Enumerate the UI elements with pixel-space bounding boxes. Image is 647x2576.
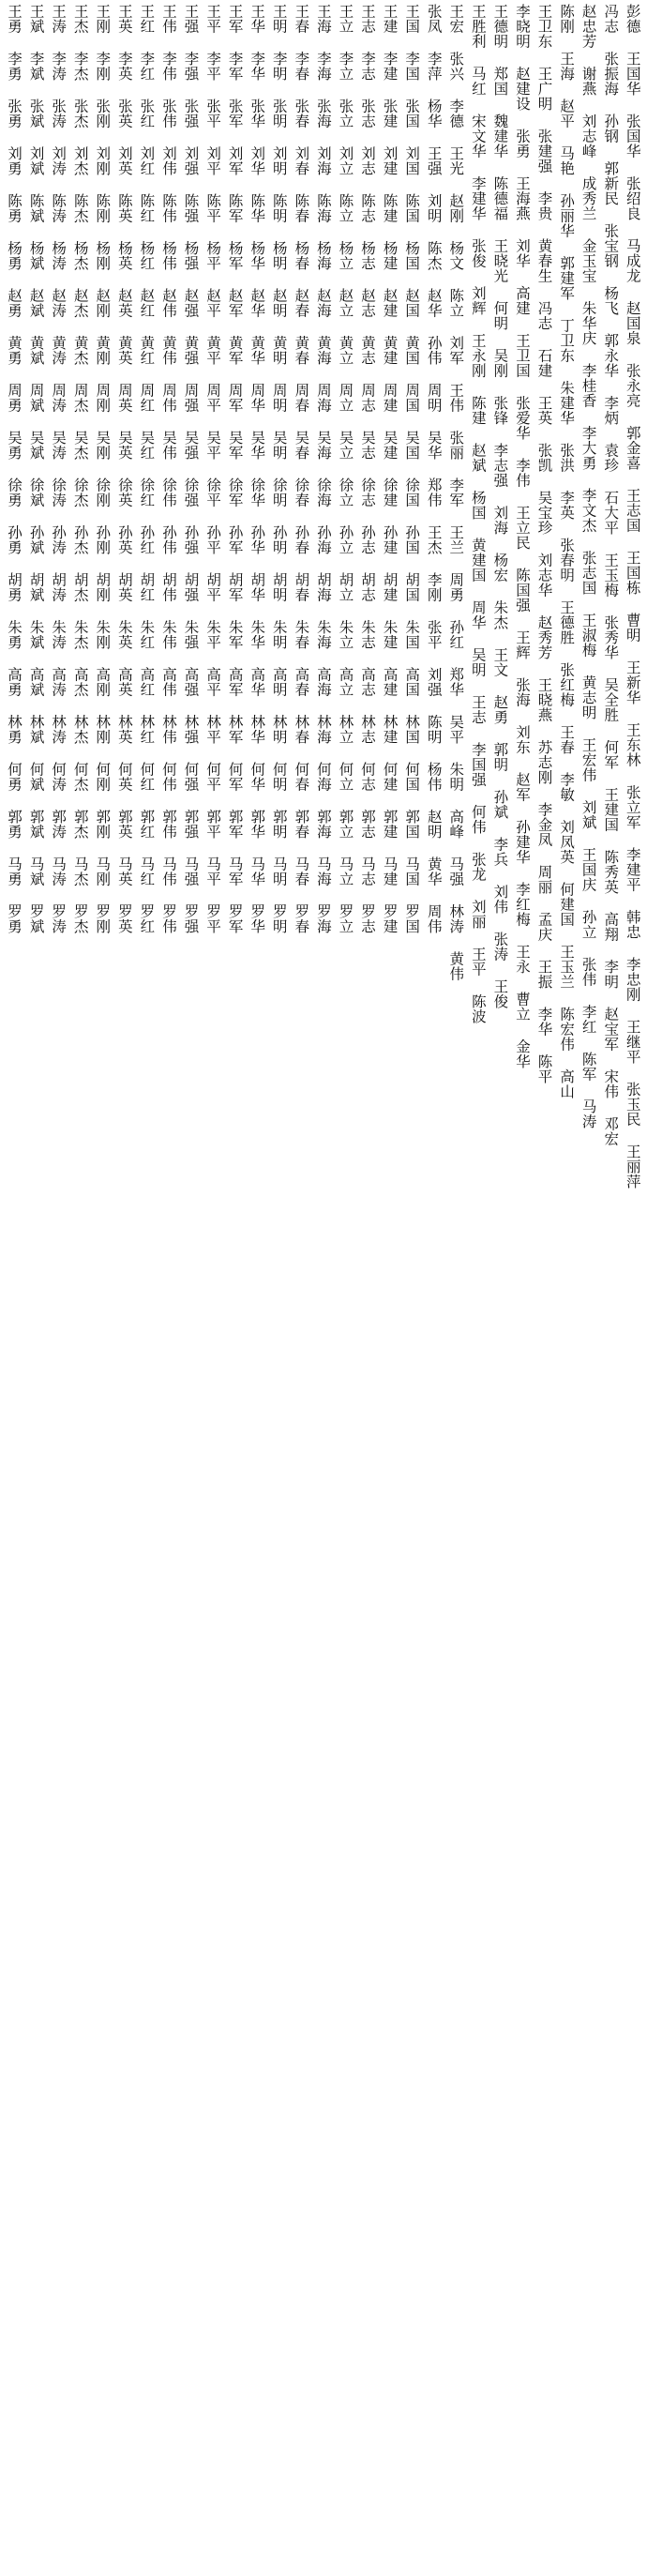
name-column: 王国 李国 张国 刘国 陈国 杨国 赵国 黄国 周国 吴国 徐国 孙国 胡国 朱国 高国 林国 何国 郭国 马国 罗国 [403, 4, 421, 934]
name-column: 王涛 李涛 张涛 刘涛 陈涛 杨涛 赵涛 黄涛 周涛 吴涛 徐涛 孙涛 胡涛 朱涛 高涛 林涛 何涛 郭涛 马涛 罗涛 [50, 4, 68, 934]
name-column: 王刚 李刚 张刚 刘刚 陈刚 杨刚 赵刚 黄刚 周刚 吴刚 徐刚 孙刚 胡刚 朱刚 高刚 林刚 何刚 郭刚 马刚 罗刚 [94, 4, 112, 934]
name-column: 王胜利 马红 宋文华 李建华 张俊 刘辉 王永刚 陈建 赵斌 杨国 黄建国 周华 吴明 王志 李国强 何伟 张龙 刘丽 王平 陈波 [469, 4, 487, 1024]
name-column: 陈刚 王海 赵平 马艳 孙丽华 郭建军 丁卫东 朱建华 张洪 李英 张春明 王德胜 张红梅 王春 李敏 刘凤英 何建国 王玉兰 陈宏伟 高山 [558, 4, 576, 1099]
name-column: 王强 李强 张强 刘强 陈强 杨强 赵强 黄强 周强 吴强 徐强 孙强 胡强 朱强 高强 林强 何强 郭强 马强 罗强 [182, 4, 200, 934]
name-column: 张凤 李萍 杨华 王强 刘明 陈杰 赵华 孙伟 周明 吴华 郑伟 王杰 李刚 张平 刘强 陈明 杨伟 赵明 黄华 周伟 [425, 4, 443, 934]
name-column: 王杰 李杰 张杰 刘杰 陈杰 杨杰 赵杰 黄杰 周杰 吴杰 徐杰 孙杰 胡杰 朱杰 高杰 林杰 何杰 郭杰 马杰 罗杰 [71, 4, 89, 934]
name-column: 王勇 李勇 张勇 刘勇 陈勇 杨勇 赵勇 黄勇 周勇 吴勇 徐勇 孙勇 胡勇 朱勇 高勇 林勇 何勇 郭勇 马勇 罗勇 [6, 4, 23, 934]
name-column: 王宏 张兴 李德 王光 赵刚 杨文 陈立 刘军 王伟 张丽 李军 王兰 周勇 孙红 郑华 吴平 朱明 高峰 马强 林涛 黄伟 [447, 4, 465, 981]
name-column: 赵忠芳 谢燕 刘志峰 成秀兰 金玉宝 朱华庆 李桂香 李大勇 李文杰 张志国 王淑梅 黄志明 王宏伟 刘斌 王国庆 孙立 张伟 李红 陈军 马涛 [579, 4, 597, 1129]
name-column: 王华 李华 张华 刘华 陈华 杨华 赵华 黄华 周华 吴华 徐华 孙华 胡华 朱华 高华 林华 何华 郭华 马华 罗华 [248, 4, 266, 934]
name-column: 彭德 王国华 张国华 张绍良 马成龙 赵国泉 张永亮 郭金喜 王志国 王国栋 曹明 王新华 王东林 张立军 李建平 韩忠 李忠刚 王继平 张玉民 王丽萍 [624, 4, 641, 1190]
name-column: 王斌 李斌 张斌 刘斌 陈斌 杨斌 赵斌 黄斌 周斌 吴斌 徐斌 孙斌 胡斌 朱斌 高斌 林斌 何斌 郭斌 马斌 罗斌 [27, 4, 45, 934]
name-column: 王德明 郑国 魏建华 陈德福 王晓光 何明 吴刚 张锋 李志强 刘海 杨宏 朱杰 王文 赵勇 郭明 孙斌 李兵 刘伟 张涛 王俊 [491, 4, 509, 1009]
name-column: 王平 李平 张平 刘平 陈平 杨平 赵平 黄平 周平 吴平 徐平 孙平 胡平 朱平 高平 林平 何平 郭平 马平 罗平 [204, 4, 222, 934]
name-column: 王明 李明 张明 刘明 陈明 杨明 赵明 黄明 周明 吴明 徐明 孙明 胡明 朱明 高明 林明 何明 郭明 马明 罗明 [270, 4, 288, 934]
name-column: 王春 李春 张春 刘春 陈春 杨春 赵春 黄春 周春 吴春 徐春 孙春 胡春 朱春 高春 林春 何春 郭春 马春 罗春 [293, 4, 310, 934]
name-column: 冯志 张振海 孙钢 郭新民 张宝钢 杨飞 郭永华 李炳 袁珍 石大平 王玉梅 张秀华 吴全胜 何军 王建国 陈秀英 高翔 李明 赵宝军 宋伟 邓宏 [602, 4, 620, 1146]
name-column: 王立 李立 张立 刘立 陈立 杨立 赵立 黄立 周立 吴立 徐立 孙立 胡立 朱立 高立 林立 何立 郭立 马立 罗立 [337, 4, 354, 934]
name-column: 王建 李建 张建 刘建 陈建 杨建 赵建 黄建 周建 吴建 徐建 孙建 胡建 朱建 高建 林建 何建 郭建 马建 罗建 [381, 4, 399, 934]
name-column: 王志 李志 张志 刘志 陈志 杨志 赵志 黄志 周志 吴志 徐志 孙志 胡志 朱志 高志 林志 何志 郭志 马志 罗志 [359, 4, 376, 934]
name-column: 王卫东 王广明 张建强 李贵 黄春生 冯志 石建 王英 张凯 吴宝珍 刘志华 赵秀芳 王晓燕 苏志刚 李金凤 周丽 孟庆 王振 李华 陈平 [535, 4, 553, 1084]
name-column: 王军 李军 张军 刘军 陈军 杨军 赵军 黄军 周军 吴军 徐军 孙军 胡军 朱军 高军 林军 何军 郭军 马军 罗军 [226, 4, 244, 934]
name-column: 李晓明 赵建设 张勇 王海燕 刘华 高建 王卫国 张爱华 李伟 王立民 陈国强 王辉 张海 刘东 赵军 孙建华 李红梅 王永 曹立 金华 [513, 4, 531, 1069]
name-column: 王伟 李伟 张伟 刘伟 陈伟 杨伟 赵伟 黄伟 周伟 吴伟 徐伟 孙伟 胡伟 朱伟 高伟 林伟 何伟 郭伟 马伟 罗伟 [159, 4, 177, 934]
name-column: 王海 李海 张海 刘海 陈海 杨海 赵海 黄海 周海 吴海 徐海 孙海 胡海 朱海 高海 林海 何海 郭海 马海 罗海 [314, 4, 332, 934]
name-column: 王英 李英 张英 刘英 陈英 杨英 赵英 黄英 周英 吴英 徐英 孙英 胡英 朱英 高英 林英 何英 郭英 马英 罗英 [115, 4, 133, 934]
name-column: 王红 李红 张红 刘红 陈红 杨红 赵红 黄红 周红 吴红 徐红 孙红 胡红 朱红 高红 林红 何红 郭红 马红 罗红 [138, 4, 156, 934]
